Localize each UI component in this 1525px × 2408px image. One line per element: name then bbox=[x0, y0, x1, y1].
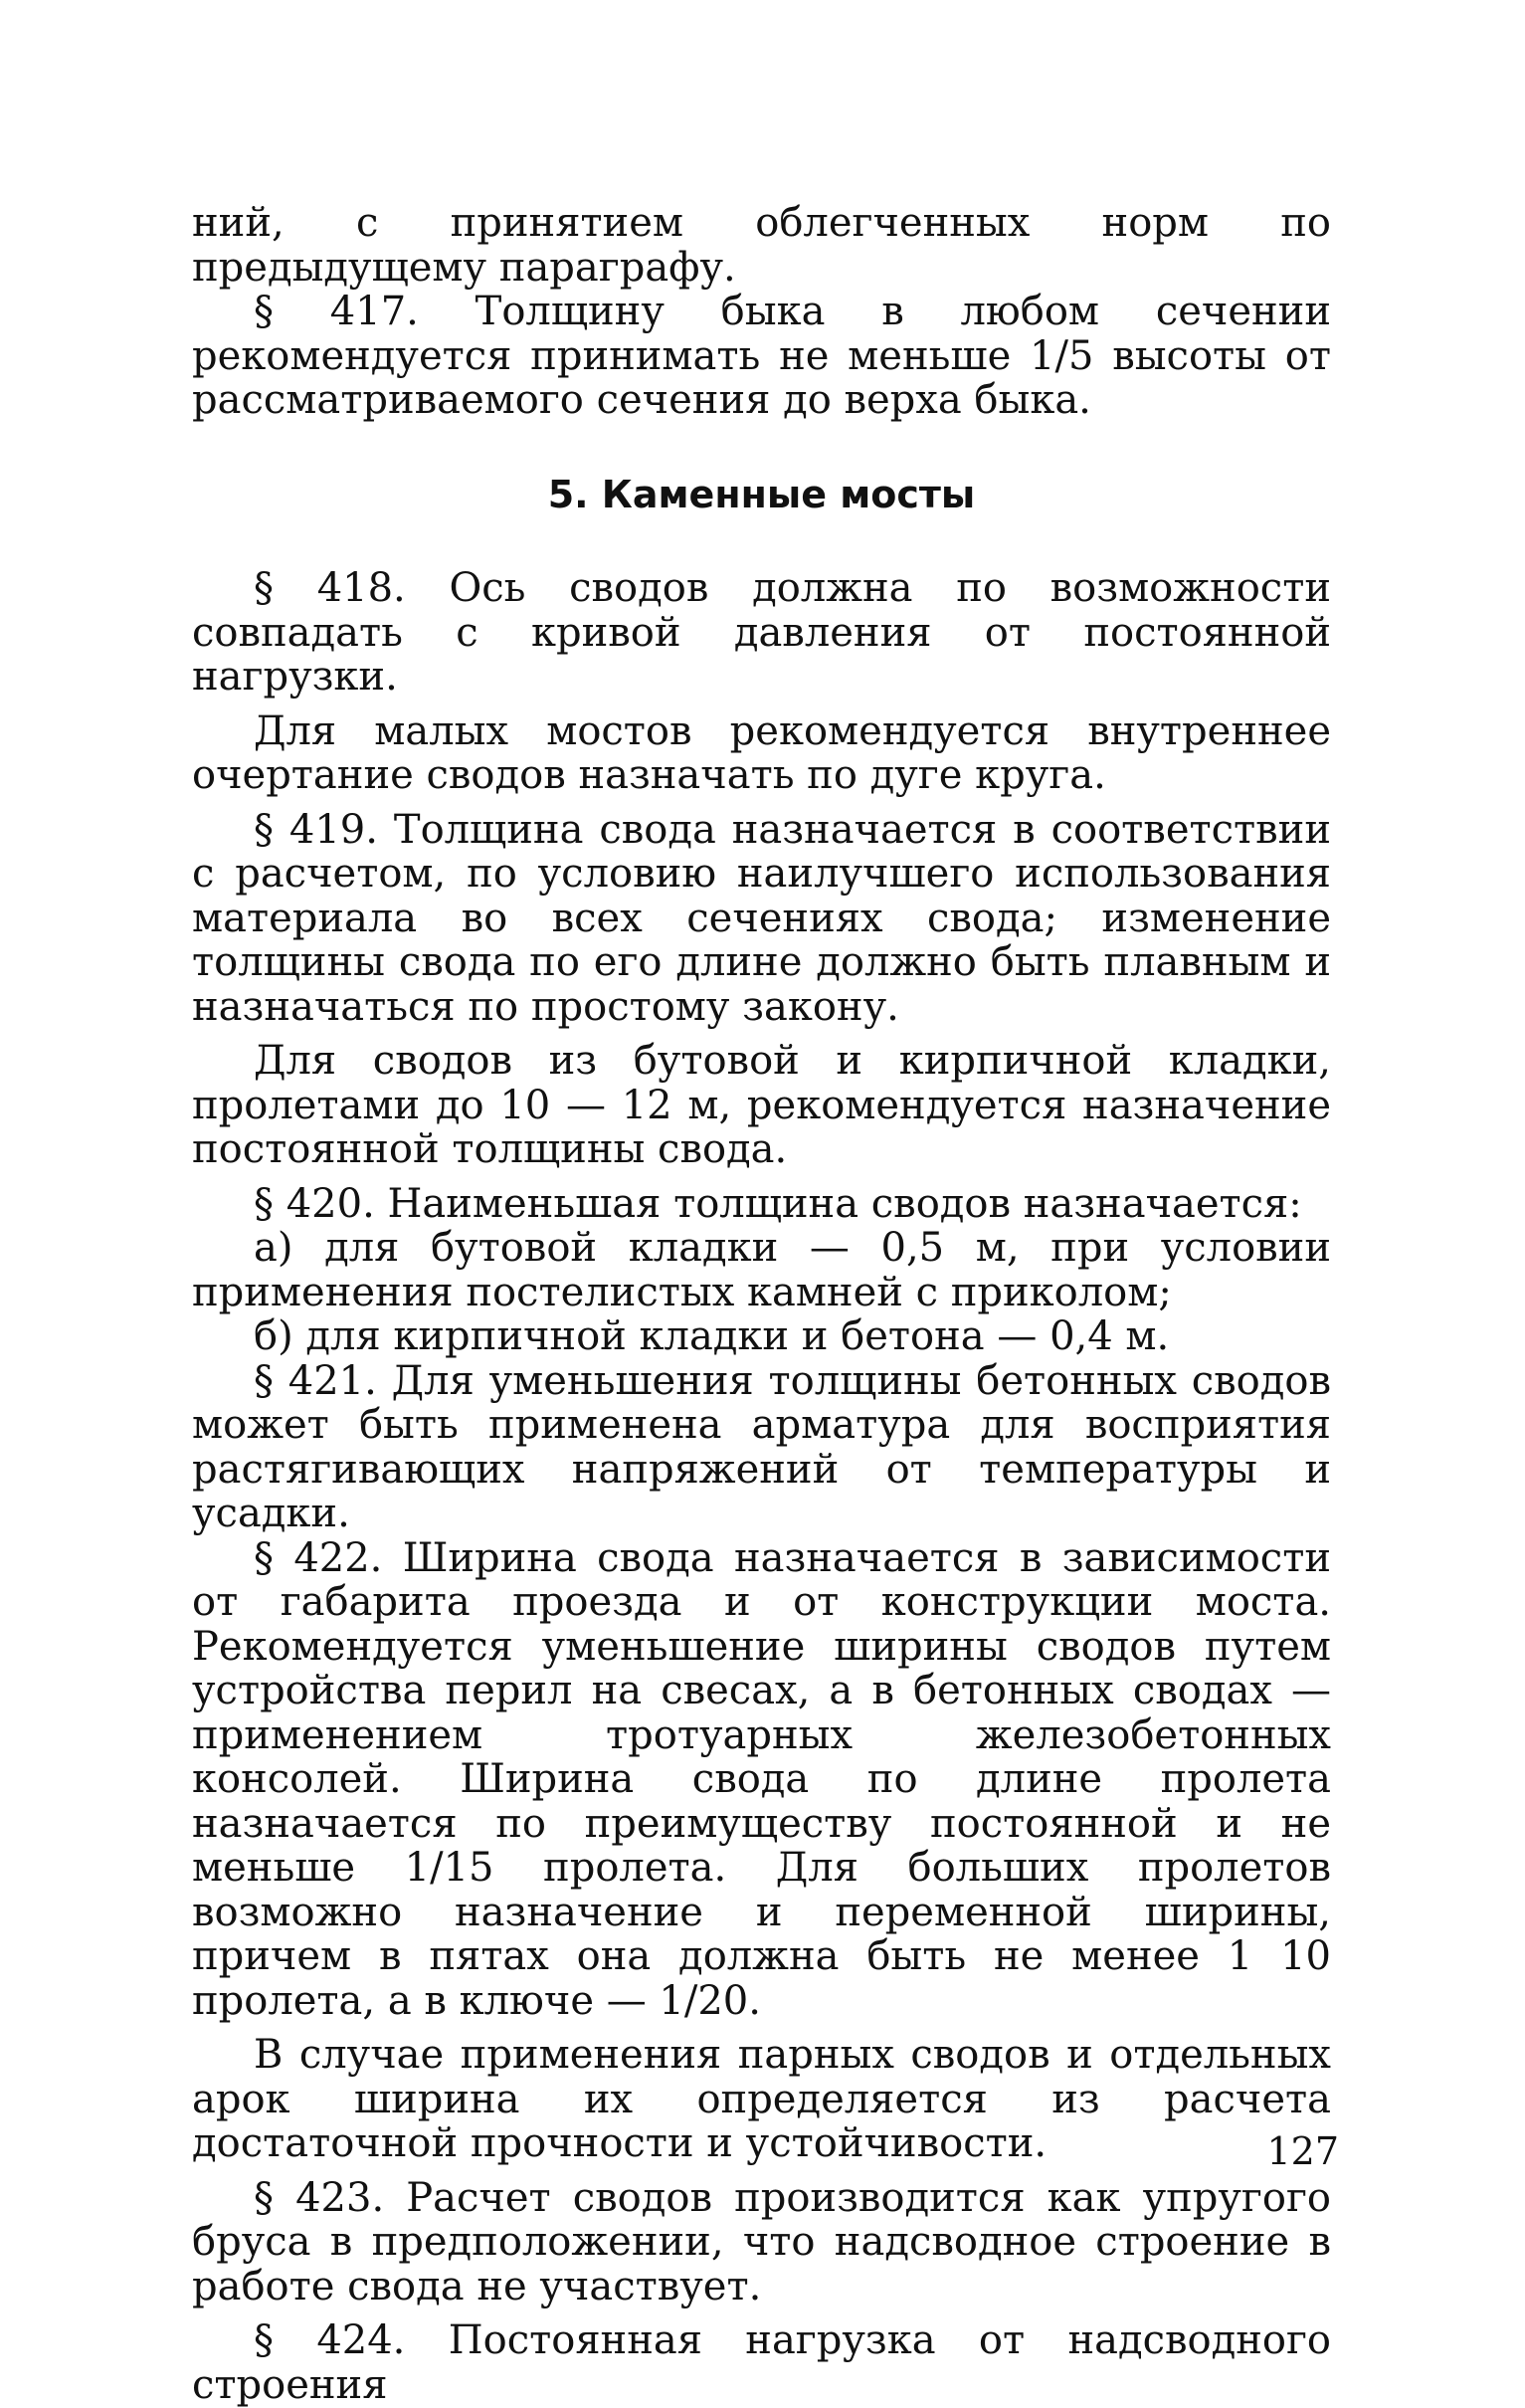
page-body bbox=[192, 201, 1331, 2407]
paragraph-rubble-brick-vaults: Для сводов из бутовой и кирпичной кладки, пролетами до 10 — 12 м, рекомендуется назначение постоянной толщины свода. bbox=[192, 1038, 1331, 1172]
paragraph-417: § 417. Толщину быка в любом сечении рекомендуется принимать не меньше 1/5 высоты от рассматриваемого сечения до верха быка. bbox=[192, 289, 1331, 423]
paragraph-continuation: ний, с принятием облегченных норм по предыдущему параграфу. bbox=[192, 200, 1331, 291]
paragraph-423: § 423. Расчет сводов производится как упругого бруса в предположении, что надсводное строение в работе свода не участвует. bbox=[192, 2174, 1331, 2309]
paragraph-421: § 421. Для уменьшения толщины бетонных сводов может быть применена арматура для восприятия растягивающих напряжений от температуры и усадки. bbox=[192, 1357, 1331, 1536]
paragraph-419: § 419. Толщина свода назначается в соответствии с расчетом, по условию наилучшего использования материала во всех сечениях свода; изменение толщины свода по его длине должно быть плавным и назначаться по простому закону. bbox=[192, 806, 1331, 1030]
paragraph-420-b: б) для кирпичной кладки и бетона — 0,4 м. bbox=[254, 1313, 1170, 1359]
page-number: 127 bbox=[1266, 2129, 1339, 2173]
paragraph-422: § 422. Ширина свода назначается в зависимости от габарита проезда и от конструкции моста. Рекомендуется уменьшение ширины сводов путем устройства перил на свесах, а в бетонных сводах — применением тротуарных железобетонных консолей. Ширина свода по длине пролета назначается по преимуществу постоянной и не меньше 1/15 пролета. Для больших пролетов возможно назначение и переменной ширины, причем в пятах она должна быть не менее 1 10 пролета, а в ключе — 1/20. bbox=[192, 1534, 1331, 2024]
paragraph-418: § 418. Ось сводов должна по возможности совпадать с кривой давления от постоянной нагрузки. bbox=[192, 565, 1331, 700]
paragraph-420-a: а) для бутовой кладки — 0,5 м, при условии применения постелистых камней с приколом; bbox=[192, 1225, 1331, 1315]
paragraph-424: § 424. Постоянная нагрузка от надсводного строения bbox=[192, 2317, 1331, 2408]
section-heading: 5. Каменные мосты bbox=[547, 472, 976, 516]
paragraph-paired-vaults: В случае применения парных сводов и отдельных арок ширина их определяется из расчета достаточной прочности и устойчивости. bbox=[192, 2032, 1331, 2166]
paragraph-420: § 420. Наименьшая толщина сводов назначается: bbox=[254, 1180, 1302, 1227]
paragraph-small-bridges: Для малых мостов рекомендуется внутреннее очертание сводов назначать по дуге круга. bbox=[192, 707, 1331, 798]
